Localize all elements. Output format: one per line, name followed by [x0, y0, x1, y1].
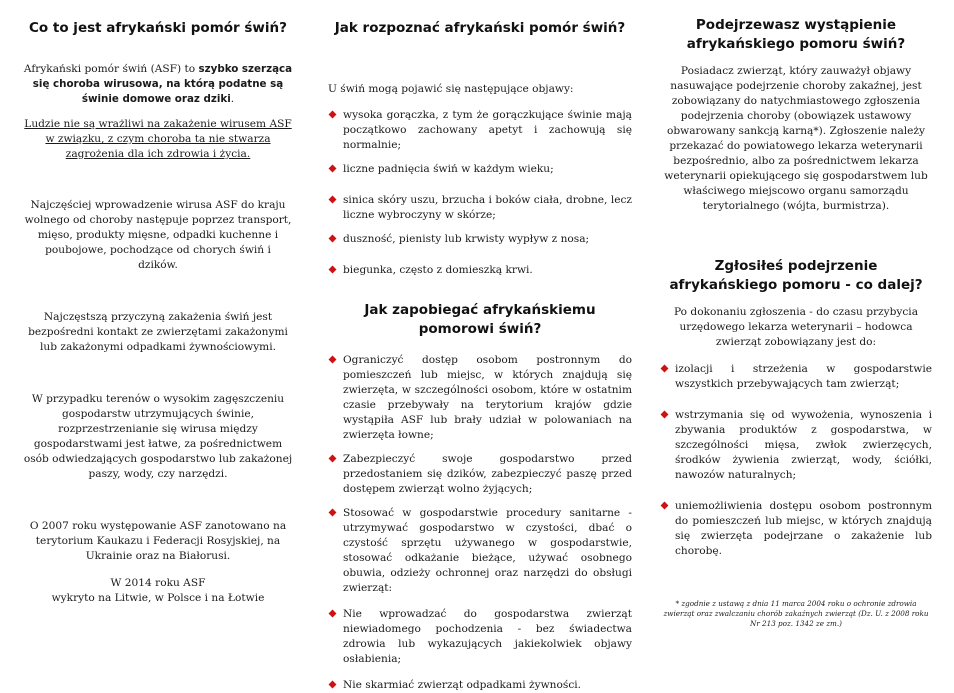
list-item: Nie skarmiać zwierząt odpadkami żywności. — [328, 678, 632, 693]
diamond-bullet-icon — [661, 502, 669, 510]
section-title-suspect: Podejrzewasz wystąpienie afrykańskiego pomoru świń? — [686, 17, 906, 52]
diamond-bullet-icon — [329, 165, 337, 173]
diamond-bullet-icon — [329, 509, 337, 517]
diamond-bullet-icon — [329, 356, 337, 364]
definition-bold-text: szybko szerząca się choroba wirusowa, na którą podatne są świnie domowe oraz dziki — [32, 63, 293, 105]
list-item: wstrzymania się od wywożenia, wynoszenia i zbywania produktów z gospodarstwa, w szczególności mięsa, zwłok zwierzęcych, środków żywienia zwierząt, wody, ściółki, nawozów naturalnych; — [660, 408, 932, 483]
symptoms-intro: U świń mogą pojawić się następujące objawy: — [328, 83, 574, 95]
paragraph-2014: W 2014 roku ASF wykryto na Litwie, w Polsce i na Łotwie — [51, 577, 265, 604]
column-suspicion — [660, 0, 932, 674]
list-item: wysoka gorączka, z tym że gorączkujące świnie mają początkowo zachowany apetyt i zachowują się normalnie; — [328, 108, 632, 153]
diamond-bullet-icon — [329, 455, 337, 463]
prevention-list — [328, 353, 632, 693]
footnote: * zgodnie z ustawą z dnia 11 marca 2004 roku o ochronie zdrowia zwierząt oraz zwalczaniu chorób zakaźnych zwierząt (Dz. U. z 2008 roku Nr 213 poz. 1342 ze zm.) — [663, 599, 929, 628]
diamond-bullet-icon — [329, 681, 337, 689]
list-item: sinica skóry uszu, brzucha i boków ciała, drobne, lecz liczne wybroczyny w skórze; — [328, 193, 632, 223]
list-item: liczne padnięcia świń w każdym wieku; — [328, 162, 632, 177]
column-what-is-asf — [20, 0, 296, 674]
paragraph-transmission: Najczęściej wprowadzenie wirusa ASF do kraju wolnego od choroby następuje poprzez transport, mięso, produkty mięsne, odpadki kuchenne i poubojowe, pochodzące od chorych świń i dzików. — [24, 199, 292, 271]
diamond-bullet-icon — [329, 111, 337, 119]
paragraph-history: O 2007 roku występowanie ASF zanotowano na terytorium Kaukazu i Federacji Rosyjskiej, na Ukrainie oraz na Białorusi. — [29, 520, 287, 562]
paragraph-infection-cause: Najczęstszą przyczyną zakażenia świń jest bezpośredni kontakt ze zwierzętami zakażonymi lub zakażonymi odpadkami żywnościowymi. — [28, 311, 288, 353]
list-item: izolacji i strzeżenia w gospodarstwie wszystkich przebywających tam zwierząt; — [660, 362, 932, 392]
diamond-bullet-icon — [661, 365, 669, 373]
list-item: Nie wprowadzać do gospodarstwa zwierząt niewiadomego pochodzenia - bez świadectwa zdrowia lub wykazujących jakiekolwiek objawy osłabienia; — [328, 607, 632, 667]
paragraph-dense-areas: W przypadku terenów o wysokim zagęszczeniu gospodarstw utrzymujących świnie, rozprzestrzenianie się wirusa między gospodarstwami jest łatwe, za pośrednictwem osób odwiedzających gospodarstwo lub zakażonej paszy, wody, czy narzędzi. — [23, 393, 293, 480]
diamond-bullet-icon — [329, 610, 337, 618]
section-title-what-is: Co to jest afrykański pomór świń? — [29, 20, 287, 36]
diamond-bullet-icon — [329, 196, 337, 204]
paragraph-reporting-duty: Posiadacz zwierząt, który zauważył objawy nasuwające podejrzenie choroby zakaźnej, jest zobowiązany do natychmiastowego zgłoszenia podejrzenia choroby (obowiązek ustawowy obwarowany sankcją karną*). Zgłoszenie należy przekazać do powiatowego lekarza weterynarii bezpośrednio, albo za pośrednictwem lekarza weterynarii opiekującego się gospodarstwem lub właściwego miejscowo organu samorządu terytorialnego (wójta, burmistrza). — [664, 65, 928, 212]
list-item: duszność, pienisty lub krwisty wypływ z nosa; — [328, 232, 632, 247]
paragraph-humans-safe: Ludzie nie są wrażliwi na zakażenie wirusem ASF w związku, z czym choroba ta nie stwarza zagrożenia dla ich zdrowia i życia. — [24, 118, 292, 160]
paragraph-definition: Afrykański pomór świń (ASF) to szybko szerząca się choroba wirusowa, na którą podatne są świnie domowe oraz dziki. — [23, 63, 293, 105]
symptoms-list — [328, 108, 632, 278]
list-item: uniemożliwienia dostępu osobom postronnym do pomieszczeń lub miejsc, w których znajdują się zwierzęta podejrzane o zakażenie lub chorobę. — [660, 499, 932, 559]
list-item: Zabezpieczyć swoje gospodarstwo przed przedostaniem się dzików, zabezpieczyć paszę przed dostępem zwierząt wolno żyjących; — [328, 452, 632, 497]
section-title-what-next: Zgłosiłeś podejrzenie afrykańskiego pomoru - co dalej? — [669, 258, 923, 293]
list-item: Stosować w gospodarstwie procedury sanitarne - utrzymywać gospodarstwo w czystości, dbać o czystość sprzętu używanego w gospodarstwie, stosować odkażanie bieżące, używać osobnego obuwia, odzieży ochronnej oraz narzędzi do obsługi zwierząt: — [328, 506, 632, 596]
paragraph-after-report: Po dokonaniu zgłoszenia - do czasu przybycia urzędowego lekarza weterynarii – hodowca zwierząt zobowiązany jest do: — [673, 306, 919, 348]
diamond-bullet-icon — [329, 235, 337, 243]
list-item: Ograniczyć dostęp osobom postronnym do pomieszczeń lub miejsc, w których znajdują się zwierzęta, w szczególności osobom, które w ostatnim czasie przebywały na terytorium krajów gdzie wystąpiła ASF lub brały udział w polowaniach na zwierzęta łowne; — [328, 353, 632, 443]
column-recognition-prevention — [328, 0, 632, 691]
list-item: biegunka, często z domieszką krwi. — [328, 263, 632, 278]
section-title-prevent: Jak zapobiegać afrykańskiemu pomorowi świń? — [364, 302, 596, 337]
section-title-recognize: Jak rozpoznać afrykański pomór świń? — [334, 20, 626, 36]
diamond-bullet-icon — [329, 266, 337, 274]
diamond-bullet-icon — [661, 411, 669, 419]
duties-list — [660, 362, 932, 559]
